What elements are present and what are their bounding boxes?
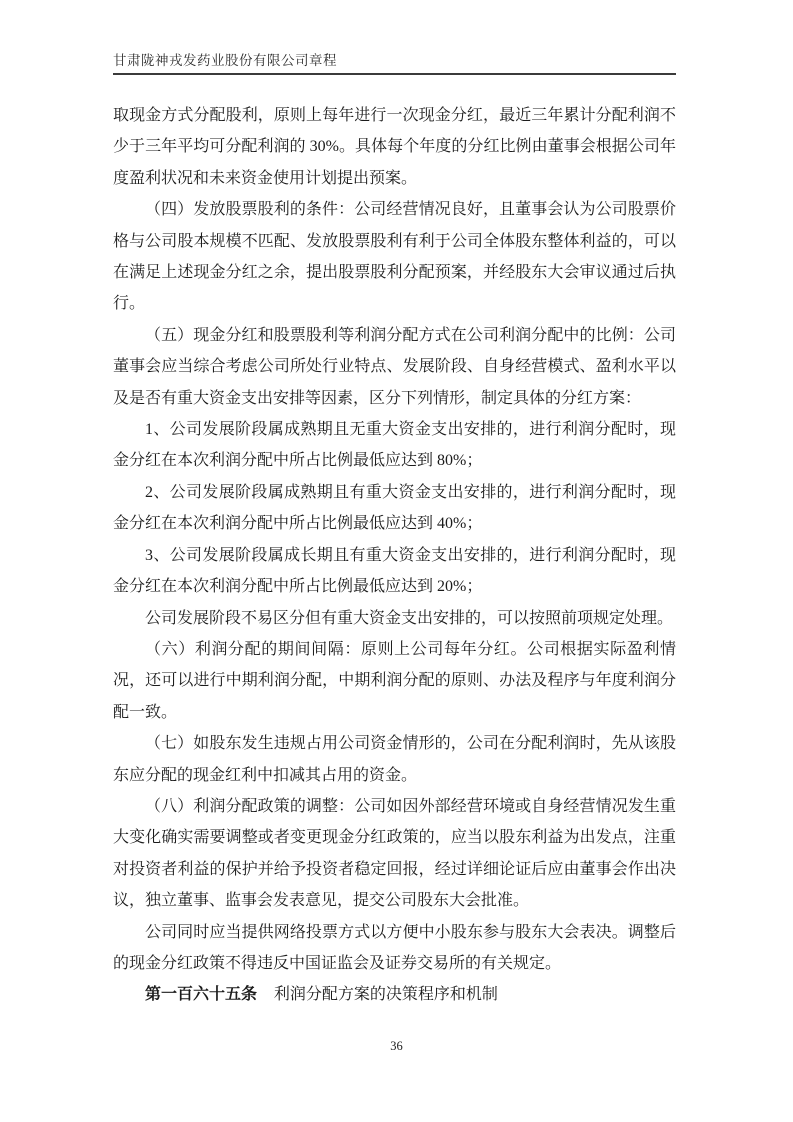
article-number: 第一百六十五条	[145, 986, 258, 1004]
document-body	[113, 100, 676, 1011]
header-title: 甘肃陇神戎发药业股份有限公司章程	[113, 53, 337, 68]
paragraph-item-7: （七）如股东发生违规占用公司资金情形的，公司在分配利润时，先从该股东应分配的现金红利中扣减其占用的资金。	[113, 735, 676, 784]
paragraph-network-voting: 公司同时应当提供网络投票方式以方便中小股东参与股东大会表决。调整后的现金分红政策不得违反中国证监会及证券交易所的有关规定。	[113, 923, 676, 972]
paragraph-subitem-1: 1、公司发展阶段属成熟期且无重大资金支出安排的，进行利润分配时，现金分红在本次利润分配中所占比例最低应达到 80%；	[113, 421, 676, 470]
page-number: 36	[390, 1039, 403, 1053]
paragraph-item-4: （四）发放股票股利的条件：公司经营情况良好，且董事会认为公司股票价格与公司股本规模不匹配、发放股票股利有利于公司全体股东整体利益的，可以在满足上述现金分红之余，提出股票股利分配预案，并经股东大会审议通过后执行。	[113, 201, 676, 313]
paragraph-subitem-3: 3、公司发展阶段属成长期且有重大资金支出安排的，进行利润分配时，现金分红在本次利润分配中所占比例最低应达到 20%；	[113, 546, 676, 596]
article-title: 利润分配方案的决策程序和机制	[273, 986, 498, 1004]
paragraph-item-8: （八）利润分配政策的调整：公司如因外部经营环境或自身经营情况发生重大变化确实需要调整或者变更现金分红政策的，应当以股东利益为出发点，注重对投资者利益的保护并给予投资者稳定回报，经过详细论证后应由董事会作出决议，独立董事、监事会发表意见，提交公司股东大会批准。	[113, 797, 676, 910]
paragraph-item-5: （五）现金分红和股票股利等利润分配方式在公司利润分配中的比例：公司董事会应当综合考虑公司所处行业特点、发展阶段、自身经营模式、盈利水平以及是否有重大资金支出安排等因素，区分下列情形，制定具体的分红方案：	[113, 326, 676, 407]
paragraph-subitem-2: 2、公司发展阶段属成熟期且有重大资金支出安排的，进行利润分配时，现金分红在本次利润分配中所占比例最低应达到 40%；	[113, 483, 676, 533]
paragraph-stage-note: 公司发展阶段不易区分但有重大资金支出安排的，可以按照前项规定处理。	[145, 609, 674, 627]
paragraph-item-6: （六）利润分配的期间间隔：原则上公司每年分红。公司根据实际盈利情况，还可以进行中期利润分配，中期利润分配的原则、办法及程序与年度利润分配一致。	[113, 640, 676, 721]
page-footer	[0, 1039, 793, 1054]
paragraph-continuation: 取现金方式分配股利，原则上每年进行一次现金分红，最近三年累计分配利润不少于三年平均可分配利润的 30%。具体每个年度的分红比例由董事会根据公司年度盈利状况和未来资金使用计划提出预案。	[113, 107, 676, 187]
page-header	[113, 52, 676, 75]
article-heading	[113, 979, 676, 1010]
